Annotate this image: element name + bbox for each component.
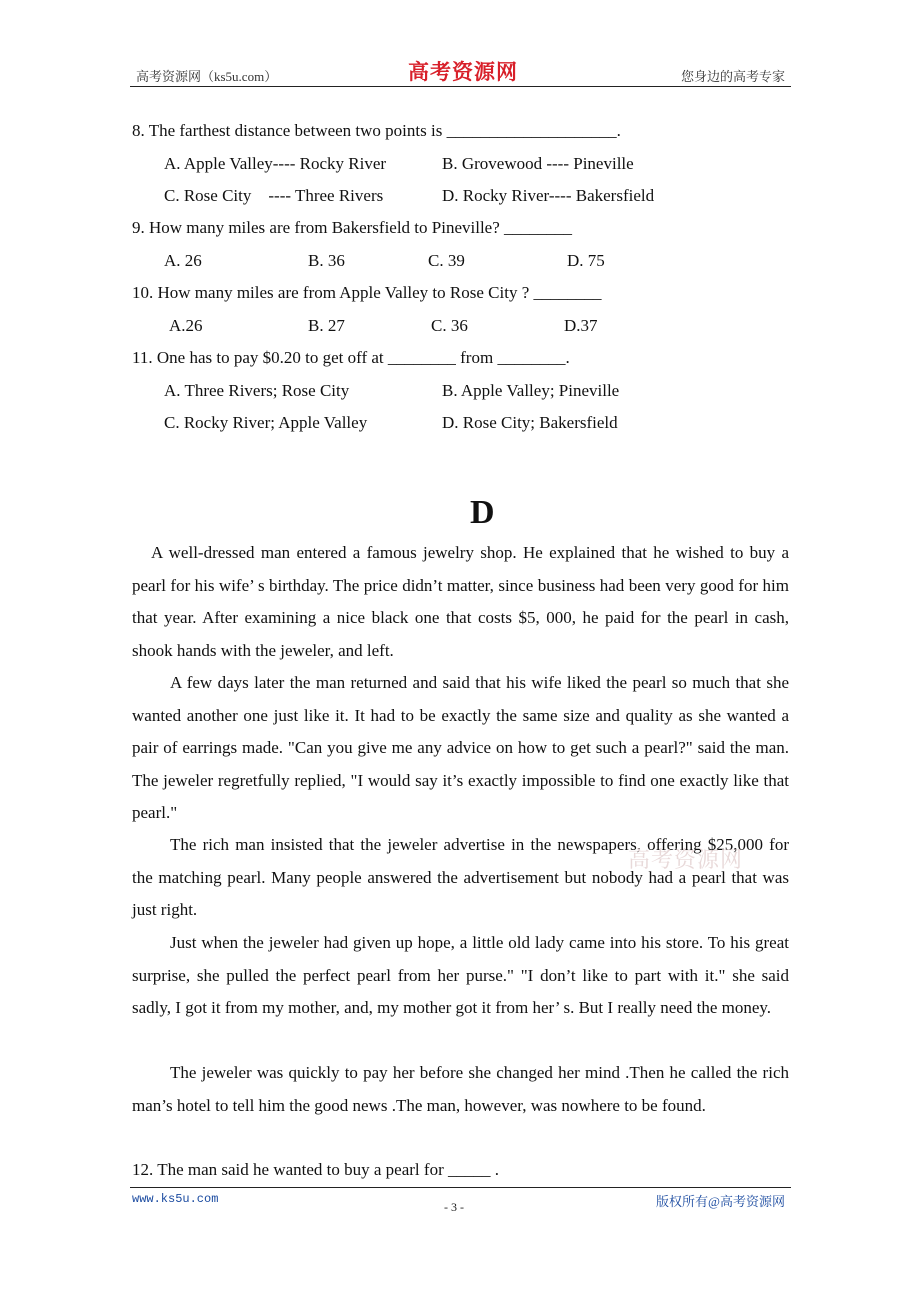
question-8-option-d[interactable]: D. Rocky River---- Bakersfield [442, 186, 655, 205]
question-9-stem: 9. How many miles are from Bakersfield to Pineville? ________ [132, 218, 573, 237]
passage-paragraph-4: Just when the jeweler had given up hope, a little old lady came into his store. To his great surprise, she pulled the perfect pearl from her purse." "I don’t like to part with it." she said sadly, I got it from my mother, and, my mother got it from her’ s. But I really need the money. [132, 933, 789, 1017]
question-9-option-d[interactable]: D. 75 [567, 251, 605, 270]
watermark: 高考资源网 [628, 847, 744, 872]
passage-paragraph-5: The jeweler was quickly to pay her before she changed her mind .Then he called the rich man’s hotel to tell him the good news .The man, however, was nowhere to be found. [132, 1063, 789, 1115]
page-footer [130, 1187, 791, 1214]
question-11-option-d[interactable]: D. Rose City; Bakersfield [442, 413, 618, 432]
question-9-option-c[interactable]: C. 39 [428, 251, 465, 270]
question-8-option-b[interactable]: B. Grovewood ---- Pineville [442, 154, 634, 173]
question-10-option-c[interactable]: C. 36 [431, 316, 468, 335]
question-10-option-b[interactable]: B. 27 [308, 316, 345, 335]
question-11-stem: 11. One has to pay $0.20 to get off at ________ from ________. [132, 348, 570, 367]
question-10-stem: 10. How many miles are from Apple Valley to Rose City ? ________ [132, 283, 602, 302]
question-8-stem: 8. The farthest distance between two points is ____________________. [132, 121, 621, 140]
footer-copyright: 版权所有@高考资源网 [656, 1194, 785, 1209]
question-8-option-c[interactable]: C. Rose City ---- Three Rivers [164, 186, 384, 205]
question-10-option-d[interactable]: D.37 [564, 316, 598, 335]
question-9-option-b[interactable]: B. 36 [308, 251, 345, 270]
page-number: - 3 - [444, 1200, 464, 1214]
section-title: D [470, 494, 495, 531]
passage-paragraph-3: The rich man insisted that the jeweler advertise in the newspapers, offering $25,000 for the matching pearl. Many people answered the advertisement but nobody had a pearl that was just right. [132, 835, 789, 919]
header-slogan: 您身边的高考专家 [680, 69, 785, 84]
page-header [130, 56, 791, 87]
question-10-option-a[interactable]: A.26 [169, 316, 203, 335]
question-8-option-a[interactable]: A. Apple Valley---- Rocky River [164, 154, 387, 173]
question-9-option-a[interactable]: A. 26 [164, 251, 202, 270]
header-logo: 高考资源网 [408, 60, 518, 84]
passage-paragraph-2: A few days later the man returned and said that his wife liked the pearl so much that she wanted another one just like it. It had to be exactly the same size and quality as she wanted a pair of earrings made. "Can you give me any advice on how to get such a pearl?" said the man. The jeweler regretfully replied, "I would say it’s exactly impossible to find one exactly like that pearl." [132, 673, 789, 822]
question-11-option-c[interactable]: C. Rocky River; Apple Valley [164, 413, 368, 432]
footer-url-link[interactable]: www.ks5u.com [132, 1192, 219, 1206]
question-11-option-b[interactable]: B. Apple Valley; Pineville [442, 381, 620, 400]
question-11-option-a[interactable]: A. Three Rivers; Rose City [164, 381, 350, 400]
question-12-stem: 12. The man said he wanted to buy a pearl for _____ . [132, 1160, 499, 1179]
passage-paragraph-1: A well-dressed man entered a famous jewelry shop. He explained that he wished to buy a pearl for his wife’ s birthday. The price didn’t matter, since business had been very good for him that year. After examining a nice black one that costs $5, 000, he paid for the pearl in cash, shook hands with the jeweler, and left. [132, 543, 789, 660]
header-site-name: 高考资源网（ks5u.com） [136, 69, 278, 84]
